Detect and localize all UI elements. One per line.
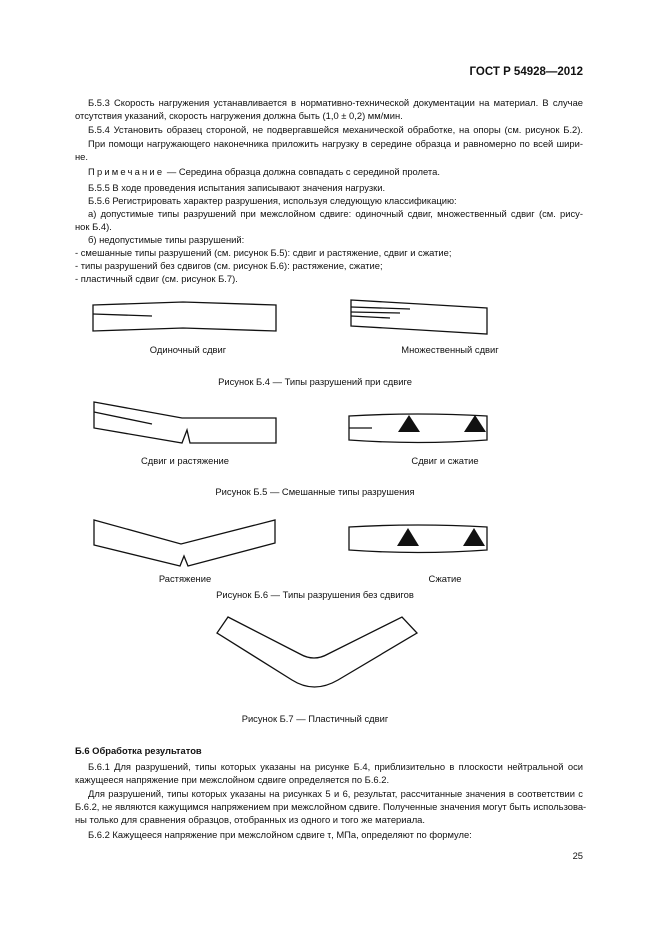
compression-drawing xyxy=(349,525,487,553)
tension-drawing xyxy=(94,520,275,566)
shear-compression-drawing xyxy=(349,414,487,443)
shear-compression-label: Сдвиг и сжатие xyxy=(411,455,479,466)
paragraph-b56-a-line1: а) допустимые типы разрушений при межслойном сдвиге: одиночный сдвиг, множественный сдвиг (см. рису- xyxy=(88,208,583,219)
single-shear-label: Одиночный сдвиг xyxy=(149,344,227,355)
multiple-shear-drawing xyxy=(351,300,487,334)
plastic-shear-drawing xyxy=(217,617,417,687)
paragraph-b61-line4: Б.6.2, не являются кажущимся напряжением при межслойном сдвиге. Полученные значения могут быть использова- xyxy=(75,801,587,812)
list-item-plastic: - пластичный сдвиг (см. рисунок Б.7). xyxy=(75,273,238,284)
list-item-mixed: - смешанные типы разрушений (см. рисунок Б.5): сдвиг и растяжение, сдвиг и сжатие; xyxy=(75,247,452,258)
paragraph-b56-line1: Б.5.6 Регистрировать характер разрушения, используя следующую классификацию: xyxy=(88,195,457,206)
note-text: — Середина образца должна совпадать с серединой пролета. xyxy=(164,166,440,177)
figure-b5-caption: Рисунок Б.5 — Смешанные типы разрушения xyxy=(215,486,415,497)
figure-b4-caption: Рисунок Б.4 — Типы разрушений при сдвиге xyxy=(218,376,412,387)
paragraph-b62: Б.6.2 Кажущееся напряжение при межслойном сдвиге τ, МПа, определяют по формуле: xyxy=(88,829,472,840)
figure-b6-caption: Рисунок Б.6 — Типы разрушения без сдвигов xyxy=(216,589,414,600)
paragraph-b53-line1: Б.5.3 Скорость нагружения устанавливается в нормативно-технической документации на материал. В случае xyxy=(88,97,583,108)
paragraph-b56-a-line2: нок Б.4). xyxy=(75,221,112,232)
figure-b7-caption: Рисунок Б.7 — Пластичный сдвиг xyxy=(241,713,389,724)
page-number: 25 xyxy=(572,850,583,861)
compression-label: Сжатие xyxy=(428,573,462,584)
paragraph-b53-line2: отсутствия указаний, скорость нагружения должна быть (1,0 ± 0,2) мм/мин. xyxy=(75,110,403,121)
paragraph-b61-line3: Для разрушений, типы которых указаны на рисунках 5 и 6, результат, рассчитанные значения в соответствии с xyxy=(88,788,583,799)
paragraph-b61-line5: ны только для сравнения образцов, отобранных из одного и того же материала. xyxy=(75,814,425,825)
paragraph-b54-line1: Б.5.4 Установить образец стороной, не подвергавшейся механической обработке, на опоры (см. рисунок Б.2). xyxy=(88,124,583,135)
note-label: Примечание xyxy=(88,166,165,177)
multiple-shear-label: Множественный сдвиг xyxy=(401,344,499,355)
paragraph-b56-b: б) недопустимые типы разрушений: xyxy=(88,234,245,245)
section-b6-heading: Б.6 Обработка результатов xyxy=(75,745,202,756)
single-shear-drawing xyxy=(93,302,276,331)
tension-label: Растяжение xyxy=(158,573,212,584)
paragraph-b55: Б.5.5 В ходе проведения испытания записывают значения нагрузки. xyxy=(88,182,386,193)
list-item-no-shear: - типы разрушений без сдвигов (см. рисунок Б.6): растяжение, сжатие; xyxy=(75,260,383,271)
paragraph-b54-line2: При помощи нагружающего наконечника приложить нагрузку в середине образца и равномерно по всей шири- xyxy=(88,138,583,149)
document-header: ГОСТ Р 54928—2012 xyxy=(469,66,583,78)
shear-tension-drawing xyxy=(94,402,276,443)
paragraph-b54-line3: не. xyxy=(75,151,88,162)
paragraph-b61-line2: кажущееся напряжение при межслойном сдвиге определяется по Б.6.2. xyxy=(75,774,390,785)
paragraph-b61-line1: Б.6.1 Для разрушений, типы которых указаны на рисунке Б.4, приблизительно в плоскости нейтральной оси xyxy=(88,761,583,772)
shear-tension-label: Сдвиг и растяжение xyxy=(141,455,229,466)
